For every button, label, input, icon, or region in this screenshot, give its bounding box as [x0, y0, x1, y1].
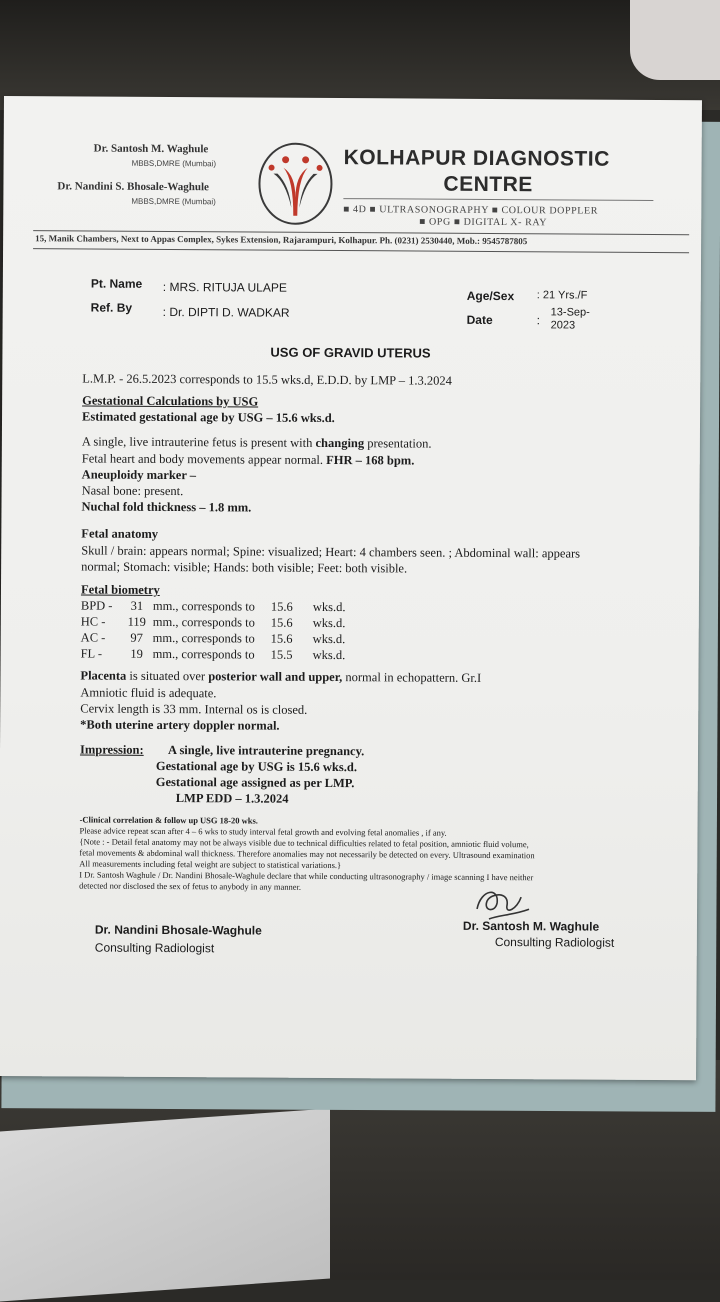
impression-2: Gestational age by USG is 15.6 wks.d.: [155, 758, 358, 775]
age-sex-value: : 21 Yrs./F: [536, 289, 588, 302]
biometry-unit: wks.d.: [312, 615, 346, 631]
fetus-text-changing: changing: [315, 435, 365, 451]
biometry-param: BPD -: [80, 598, 113, 613]
gestational-heading: Gestational Calculations by USG: [82, 393, 259, 409]
placenta-location: posterior wall and upper,: [208, 669, 343, 685]
right-signatory-name: Dr. Santosh M. Waghule: [462, 918, 600, 934]
biometry-param: FL -: [80, 646, 103, 661]
background-cloth: [0, 1108, 330, 1301]
right-signatory-title: Consulting Radiologist: [494, 935, 615, 950]
biometry-value: 97: [130, 630, 143, 645]
centre-logo-icon: [255, 138, 336, 226]
biometry-corresponds: mm., corresponds to: [152, 598, 256, 614]
placenta-word: Placenta: [80, 668, 127, 683]
biometry-weeks: 15.6: [270, 599, 293, 614]
date-value-line2: 2023: [550, 319, 576, 332]
background-paper-corner: [630, 0, 720, 80]
gestational-age-usg: Estimated gestational age by USG – 15.6 wks.d.: [82, 409, 335, 426]
lmp-line: L.M.P. - 26.5.2023 corresponds to 15.5 wks.d, E.D.D. by LMP – 1.3.2024: [82, 371, 452, 388]
date-label: Date: [466, 312, 493, 327]
doctor2-name: Dr. Nandini S. Bhosale-Waghule: [57, 180, 209, 194]
biometry-weeks: 15.6: [270, 615, 293, 630]
biometry-heading: Fetal biometry: [80, 582, 160, 597]
clinical-correlation: -Clinical correlation & follow up USG 18-20 wks.: [79, 814, 258, 826]
patient-name-value: : MRS. RITUJA ULAPE: [162, 279, 287, 295]
anatomy-line1: Skull / brain: appears normal; Spine: visualized; Heart: 4 chambers seen. ; Abdominal wall: appears: [81, 543, 581, 561]
biometry-param: AC -: [80, 630, 106, 645]
report-title: USG OF GRAVID UTERUS: [270, 344, 431, 361]
placenta-echo: normal in echopattern. Gr.I: [342, 670, 482, 685]
biometry-unit: wks.d.: [312, 631, 346, 647]
fetus-presentation-line: [82, 434, 432, 451]
date-colon: :: [536, 313, 541, 328]
left-signatory-name: Dr. Nandini Bhosale-Waghule: [94, 922, 262, 938]
biometry-value: 19: [130, 646, 143, 661]
services-line2: ■ OPG ■ DIGITAL X- RAY: [419, 216, 548, 229]
age-sex-label: Age/Sex: [466, 288, 515, 304]
note-line5: I Dr. Santosh Waghule / Dr. Nandini Bhosale-Waghule declare that while conducting ultrasonography / image scanning I have neither: [79, 869, 534, 883]
biometry-corresponds: mm., corresponds to: [152, 614, 255, 630]
note-line4: All measurements including fetal weight are subject to statistical variations.}: [79, 858, 342, 871]
note-line2: {Note : - Detail fetal anatomy may not be always visible due to technical difficulties related to fetal position, amniotic fluid volume,: [79, 836, 529, 850]
biometry-corresponds: mm., corresponds to: [152, 646, 255, 662]
left-signatory-title: Consulting Radiologist: [94, 940, 215, 956]
anatomy-line2: normal; Stomach: visible; Hands: both visible; Feet: both visible.: [81, 559, 408, 576]
doctor1-name: Dr. Santosh M. Waghule: [93, 142, 209, 156]
patient-name-label: Pt. Name: [90, 276, 143, 291]
title-divider: [343, 198, 653, 201]
impression-3: Gestational age assigned as per LMP.: [155, 774, 355, 791]
placenta-text: is situated over: [126, 668, 209, 684]
biometry-row: [81, 646, 363, 663]
report-sheet: [0, 96, 702, 1080]
biometry-row: [81, 614, 363, 631]
biometry-unit: wks.d.: [312, 647, 346, 663]
biometry-value: 31: [130, 598, 144, 613]
doctor2-degree: MBBS,DMRE (Mumbai): [131, 196, 216, 207]
biometry-unit: wks.d.: [312, 599, 346, 615]
heart-text: Fetal heart and body movements appear normal.: [81, 451, 327, 467]
biometry-row: [81, 598, 363, 615]
biometry-weeks: 15.5: [270, 647, 293, 662]
nasal-bone: Nasal bone: present.: [81, 483, 184, 499]
biometry-weeks: 15.6: [270, 631, 293, 646]
biometry-value: 119: [127, 614, 146, 629]
biometry-row: [81, 630, 363, 647]
heart-line: [82, 451, 415, 468]
biometry-corresponds: mm., corresponds to: [152, 630, 255, 646]
impression-label: Impression:: [79, 742, 144, 757]
referred-by-value: : Dr. DIPTI D. WADKAR: [162, 304, 290, 320]
centre-address: 15, Manik Chambers, Next to Appas Complex, Sykes Extension, Rajarampuri, Kolhapur. Ph. (0231) 2530440, Mob.: 9545787805: [35, 233, 528, 247]
date-value-line1: 13-Sep-: [550, 306, 590, 319]
impression-1: A single, live intrauterine pregnancy.: [167, 743, 365, 759]
fetus-text-a: A single, live intrauterine fetus is present with: [81, 434, 316, 450]
anatomy-heading: Fetal anatomy: [81, 526, 159, 541]
note-line6: detected nor disclosed the sex of fetus to anybody in any manner.: [79, 880, 302, 892]
referred-by-label: Ref. By: [90, 300, 133, 315]
centre-name-line1: KOLHAPUR DIAGNOSTIC: [343, 146, 610, 171]
note-line1: Please advice repeat scan after 4 – 6 wks to study interval fetal growth and evolving fetal anomalies , if any.: [79, 825, 447, 838]
fetus-text-c: presentation.: [364, 436, 432, 451]
header-rule-bottom: [33, 248, 689, 253]
doppler-note: *Both uterine artery doppler normal.: [80, 717, 280, 733]
services-line1: ■ 4D ■ ULTRASONOGRAPHY ■ COLOUR DOPPLER: [343, 204, 599, 217]
note-line3: fetal movements & abdominal wall thickness. Therefore anomalies may not necessarily be detected on every. Ultrasound examination: [79, 847, 535, 861]
impression-4: LMP EDD – 1.3.2024: [175, 791, 289, 806]
doctor1-degree: MBBS,DMRE (Mumbai): [131, 158, 217, 169]
biometry-param: HC -: [80, 614, 106, 629]
aneuploidy-marker: Aneuploidy marker –: [81, 467, 197, 483]
nuchal-fold: Nuchal fold thickness – 1.8 mm.: [81, 499, 252, 515]
centre-name-line2: CENTRE: [443, 172, 533, 197]
fhr-value: FHR – 168 bpm.: [326, 452, 415, 468]
amniotic-fluid: Amniotic fluid is adequate.: [80, 685, 217, 701]
cervix-length: Cervix length is 33 mm. Internal os is closed.: [80, 701, 308, 717]
placenta-line: [80, 668, 481, 685]
background-top: [0, 0, 720, 110]
